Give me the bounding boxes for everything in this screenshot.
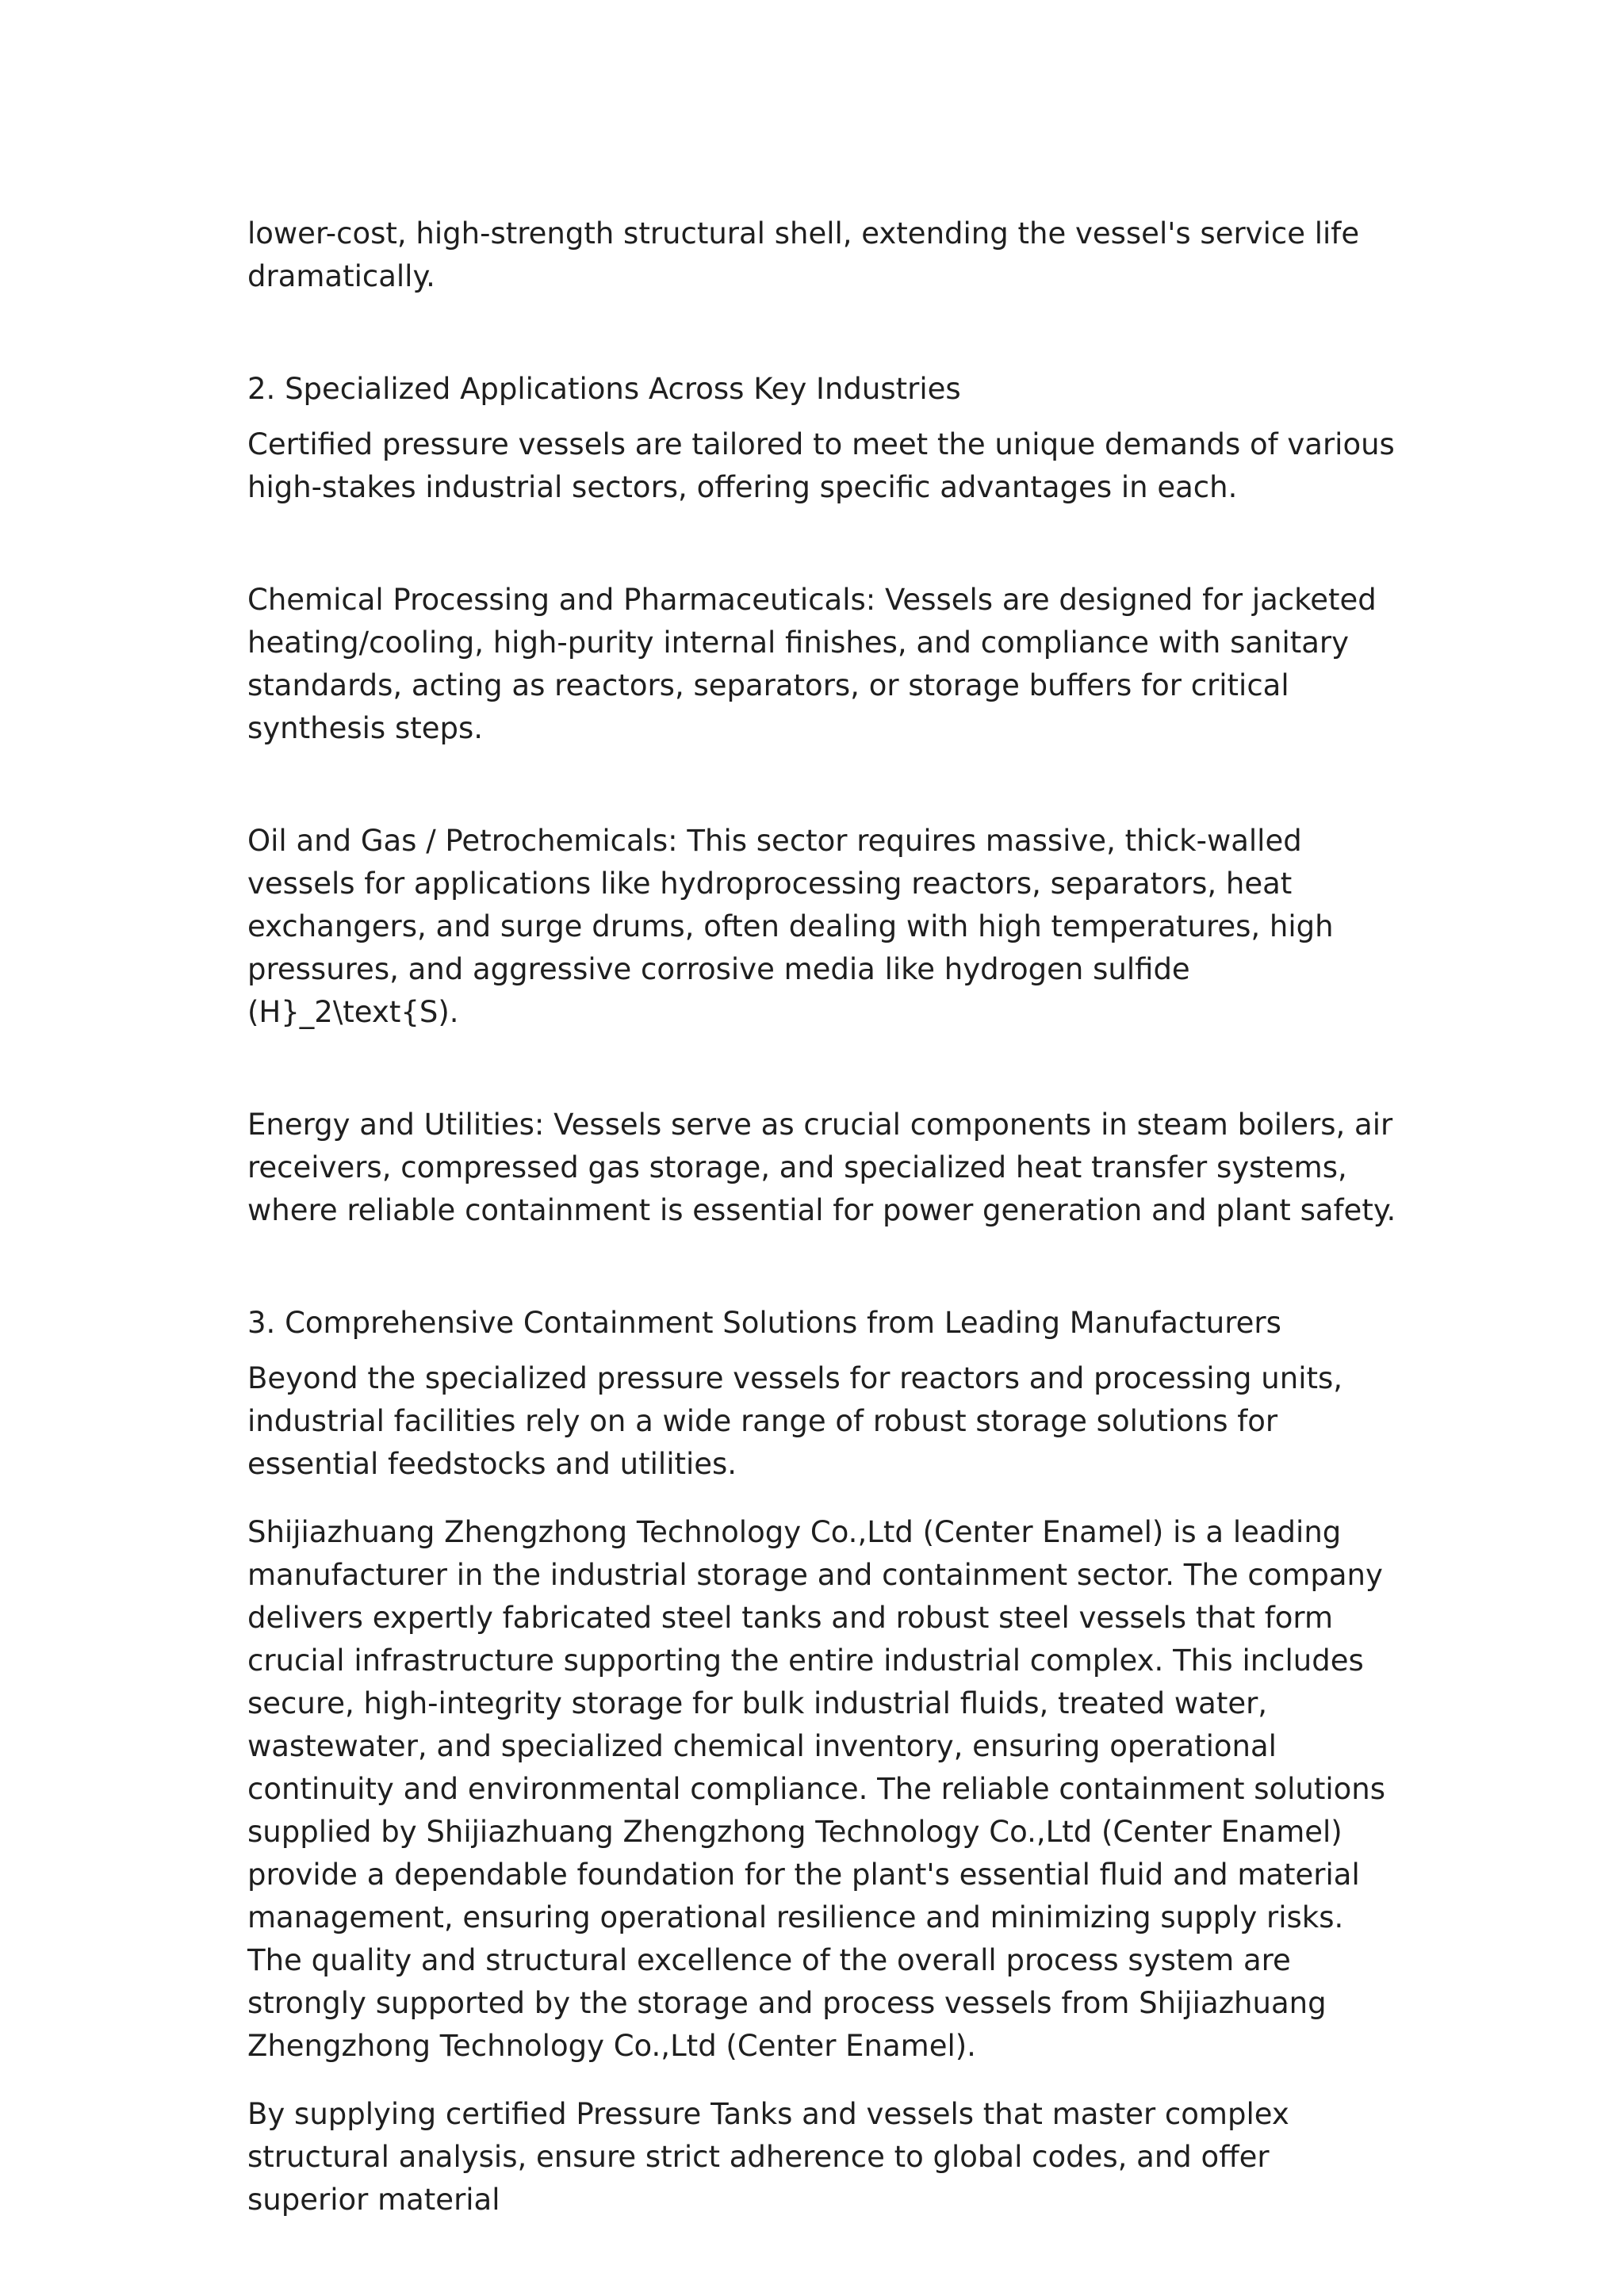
section-2-intro-paragraph: Certified pressure vessels are tailored to meet the unique demands of various high-stakes industrial sectors, offering specific advantages in each. — [247, 427, 1395, 504]
intro-continuation-paragraph: lower-cost, high-strength structural shell, extending the vessel's service life dramatically. — [247, 216, 1360, 293]
section-3-intro-paragraph: Beyond the specialized pressure vessels for reactors and processing units, industrial facilities rely on a wide range of robust storage solutions for essential feedstocks and utilities. — [247, 1361, 1343, 1481]
closing-paragraph: By supplying certified Pressure Tanks and vessels that master complex structural analysis, ensure strict adherence to global codes, and offer superior material — [247, 2097, 1289, 2217]
section-3-heading: 3. Comprehensive Containment Solutions from Leading Manufacturers — [247, 1306, 1281, 1340]
section-2-heading: 2. Specialized Applications Across Key Industries — [247, 372, 961, 406]
energy-utilities-paragraph: Energy and Utilities: Vessels serve as crucial components in steam boilers, air receivers, compressed gas storage, and specialized heat transfer systems, where reliable containment is essential for power generation and plant safety. — [247, 1108, 1396, 1227]
oil-and-gas-paragraph: Oil and Gas / Petrochemicals: This sector requires massive, thick-walled vessels for applications like hydroprocessing reactors, separators, heat exchangers, and surge drums, often dealing with high temperatures, high pressures, and aggressive corrosive media like hydrogen sulfide (H}_2\text{S). — [247, 824, 1334, 1029]
chemical-processing-paragraph: Chemical Processing and Pharmaceuticals: Vessels are designed for jacketed heating/cooling, high-purity internal finishes, and compliance with sanitary standards, acting as reactors, separators, or storage buffers for critical synthesis steps. — [247, 583, 1377, 745]
document-page — [247, 212, 1397, 2221]
center-enamel-paragraph: Shijiazhuang Zhengzhong Technology Co.,Ltd (Center Enamel) is a leading manufacturer in the industrial storage and containment sector. The company delivers expertly fabricated steel tanks and robust steel vessels that form crucial infrastructure supporting the entire industrial complex. This includes secure, high-integrity storage for bulk industrial fluids, treated water, wastewater, and specialized chemical inventory, ensuring operational continuity and environmental compliance. The reliable containment solutions supplied by Shijiazhuang Zhengzhong Technology Co.,Ltd (Center Enamel) provide a dependable foundation for the plant's essential fluid and material management, ensuring operational resilience and minimizing supply risks. The quality and structural excellence of the overall process system are strongly supported by the storage and process vessels from Shijiazhuang Zhengzhong Technology Co.,Ltd (Center Enamel). — [247, 1515, 1386, 2063]
